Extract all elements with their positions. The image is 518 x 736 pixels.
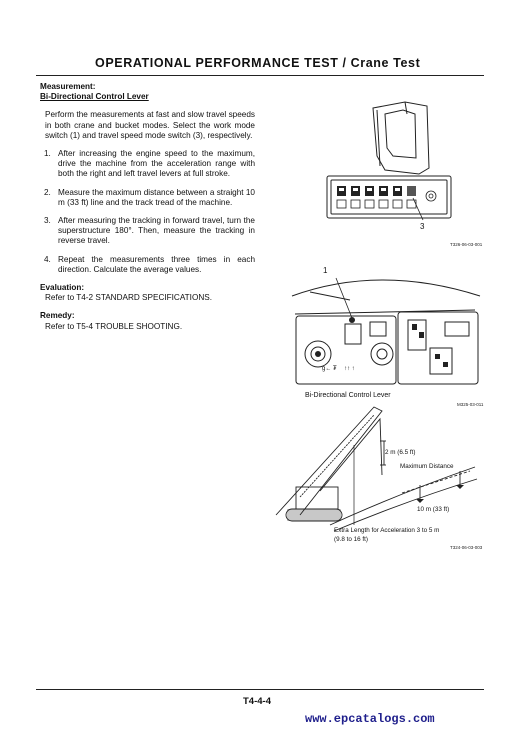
body-text-column	[40, 82, 255, 332]
procedure-step: 2. Measure the maximum distance between a straight 10 m (33 ft) line and the track tread of the machine.	[44, 187, 255, 207]
footer-rule	[36, 689, 484, 690]
measurement-subheading: Bi-Directional Control Lever	[40, 92, 149, 102]
figure-code: M325-03-011	[457, 402, 484, 407]
lever-callout-label: 1	[323, 266, 328, 275]
procedure-step: 4. Repeat the measurements three times in each direction. Calculate the average values.	[44, 254, 255, 274]
figure-code: T326-06-03-001	[450, 242, 483, 247]
dimension-label: 2 m (6.5 ft)	[385, 449, 416, 456]
procedure-step: 3. After measuring the tracking in forward travel, turn the superstructure 180°. Then, measure the tracking in reverse travel.	[44, 216, 255, 246]
remedy-heading: Remedy:	[40, 311, 75, 321]
console-panel-text: ɡ← ₮	[322, 366, 337, 372]
measurement-heading: Measurement:	[40, 82, 96, 91]
measurement-intro: Perform the measurements at fast and slow travel speeds in both crane and bucket modes. Select the work mode switch (1) and travel speed mode switch (3), respectively.	[45, 110, 255, 140]
procedure-steps	[40, 149, 255, 275]
switch-panel-figure	[315, 96, 490, 236]
watermark-link[interactable]: www.epcatalogs.com	[305, 712, 435, 726]
dimension-label: 10 m (33 ft)	[417, 506, 450, 513]
figure-code: T324-06-03-003	[450, 545, 483, 550]
procedure-step: 1. After increasing the engine speed to the maximum, drive the machine from the acceleration range with both the right and left travel levers at full stroke.	[44, 149, 255, 179]
remedy-text: Refer to T5-4 TROUBLE SHOOTING.	[45, 321, 183, 331]
page-title: OPERATIONAL PERFORMANCE TEST / Crane Test	[95, 56, 421, 70]
control-console-figure	[290, 266, 485, 391]
evaluation-heading: Evaluation:	[40, 283, 85, 293]
header-rule	[36, 75, 484, 76]
evaluation-text: Refer to T4-2 STANDARD SPECIFICATIONS.	[45, 293, 212, 303]
dimension-label: Maximum Distance	[400, 463, 454, 470]
dimension-label: Extra Length for Acceleration 3 to 5 m	[334, 527, 440, 534]
switch-callout-label: 3	[420, 222, 425, 231]
page-number: T4-4-4	[243, 696, 271, 707]
dimension-label: (9.8 to 16 ft)	[334, 536, 368, 543]
tracking-test-figure	[270, 405, 485, 545]
figure-caption: Bi-Directional Control Lever	[305, 392, 391, 399]
console-panel-text: ↑↑ ↑	[344, 366, 355, 372]
